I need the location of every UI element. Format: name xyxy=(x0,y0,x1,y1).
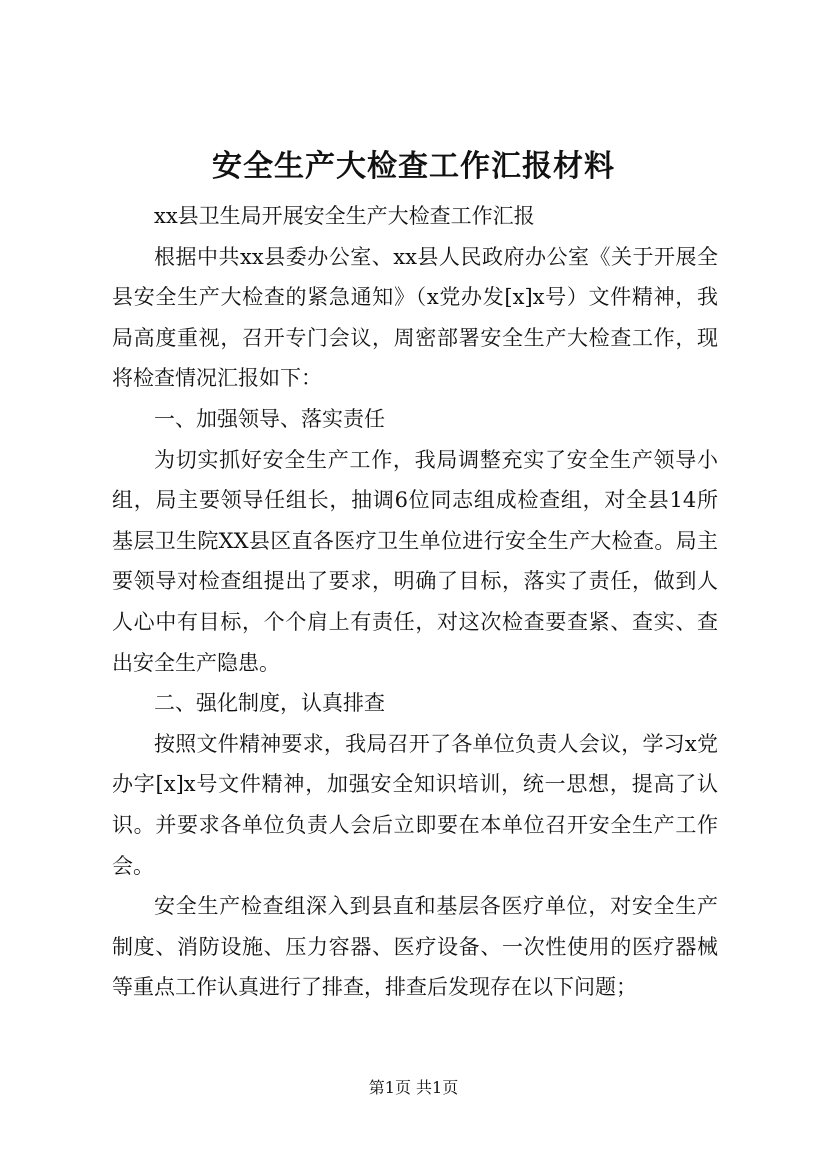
document-body xyxy=(112,196,718,1008)
document-title: 安全生产大检查工作汇报材料 xyxy=(212,149,615,184)
paragraph-intro: 根据中共xx县委办公室、xx县人民政府办公室《关于开展全县安全生产大检查的紧急通知》（x党办发[x]x号）文件精神，我局高度重视，召开专门会议，周密部署安全生产大检查工作，现将检查情况汇报如下： xyxy=(112,244,718,391)
paragraph-section-2: 按照文件精神要求，我局召开了各单位负责人会议，学习x党办字[x]x号文件精神，加强安全知识培训，统一思想，提高了认识。并要求各单位负责人会后立即要在本单位召开安全生产工作会。 xyxy=(112,731,718,878)
section-heading-2: 二、强化制度，认真排查 xyxy=(154,691,385,716)
paragraph-subtitle: xx县卫生局开展安全生产大检查工作汇报 xyxy=(154,204,535,228)
paragraph-inspection: 安全生产检查组深入到县直和基层各医疗单位，对安全生产制度、消防设施、压力容器、医疗设备、一次性使用的医疗器械等重点工作认真进行了排查，排查后发现存在以下问题； xyxy=(112,894,718,1000)
section-heading-1: 一、加强领导、落实责任 xyxy=(154,406,385,431)
page-footer: 第1页 共1页 xyxy=(368,1078,459,1097)
paragraph-section-1: 为切实抓好安全生产工作，我局调整充实了安全生产领导小组，局主要领导任组长，抽调6位同志组成检查组，对全县14所基层卫生院XX县区直各医疗卫生单位进行安全生产大检查。局主要领导对检查组提出了要求，明确了目标，落实了责任，做到人人心中有目标，个个肩上有责任，对这次检查要查紧、查实、查出安全生产隐患。 xyxy=(112,447,718,675)
